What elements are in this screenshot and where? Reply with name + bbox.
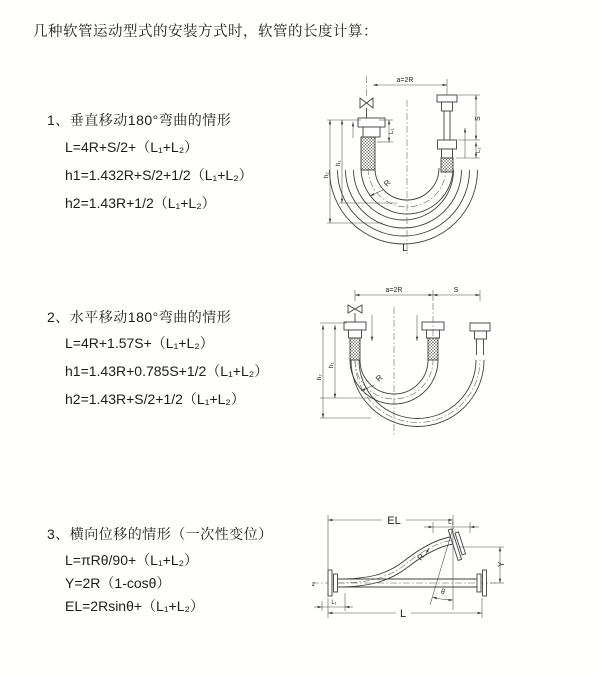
svg-text:S: S bbox=[453, 287, 459, 294]
dim-span-a2r bbox=[355, 287, 480, 301]
section3-formula-y: Y=2R（1-cosθ） bbox=[65, 575, 171, 591]
section1-formula-h1: h1=1.432R+S/2+1/2（L₁+L₂） bbox=[65, 167, 253, 183]
hose-u-arcs-moved bbox=[351, 360, 484, 427]
svg-text:EL: EL bbox=[387, 515, 401, 527]
radius-callout bbox=[361, 373, 385, 391]
svg-text:θ: θ bbox=[441, 589, 445, 596]
section2-formula-l: L=4R+1.57S+（L₁+L₂） bbox=[65, 335, 214, 351]
svg-text:h₁: h₁ bbox=[336, 160, 342, 166]
page-title: 几种软管运动型式的安装方式时，软管的长度计算： bbox=[33, 24, 378, 40]
left-flange bbox=[328, 570, 338, 596]
pipe2 bbox=[422, 322, 444, 360]
dim-s bbox=[458, 95, 482, 140]
dim-l2 bbox=[456, 142, 482, 158]
section1-formula-l: L=4R+S/2+（L₁+L₂） bbox=[65, 139, 199, 155]
svg-text:L₁: L₁ bbox=[331, 600, 337, 606]
svg-text:R: R bbox=[415, 552, 427, 563]
section2-formula-h2: h2=1.43R+S/2+1/2（L₁+L₂） bbox=[65, 391, 245, 407]
upper-flange bbox=[448, 527, 467, 560]
angle-construction bbox=[430, 528, 453, 610]
section3-heading: 3、横向位移的情形（一次性变位） bbox=[47, 526, 273, 542]
section3-formula-l: L=πRθ/90+（L₁+L₂） bbox=[65, 552, 199, 568]
diagram-lateral-displacement bbox=[308, 493, 600, 665]
dim-h2 bbox=[317, 325, 371, 418]
diagram-horizontal-180-bend bbox=[313, 285, 583, 450]
svg-text:Y: Y bbox=[497, 561, 506, 567]
dim-span-a2r bbox=[373, 77, 447, 95]
svg-text:L₂: L₂ bbox=[448, 520, 454, 526]
valve-icon bbox=[360, 76, 373, 118]
svg-text:R: R bbox=[382, 177, 393, 189]
hose-u-arcs bbox=[330, 168, 478, 244]
svg-text:L₁: L₁ bbox=[389, 128, 395, 134]
svg-text:h₂: h₂ bbox=[324, 172, 330, 178]
dim-l bbox=[328, 598, 482, 620]
break-mark: z bbox=[312, 582, 315, 588]
section2-formula-h1: h1=1.43R+0.785S+1/2（L₁+L₂） bbox=[65, 363, 269, 379]
svg-text:L₂: L₂ bbox=[476, 147, 482, 153]
section1-formula-h2: h2=1.43R+1/2（L₁+L₂） bbox=[65, 195, 216, 211]
svg-text:a=2R: a=2R bbox=[396, 77, 414, 84]
left-hose-braid bbox=[361, 137, 375, 170]
diagram-vertical-180-bend bbox=[313, 68, 523, 268]
svg-text:a=2R: a=2R bbox=[385, 287, 403, 294]
section1-heading: 1、垂直移动180°弯曲的情形 bbox=[47, 112, 232, 128]
hose-s-curve bbox=[337, 537, 453, 587]
svg-text:h₁: h₁ bbox=[329, 362, 335, 368]
dim-s bbox=[433, 287, 480, 295]
length-label: L bbox=[402, 243, 408, 254]
right-pipe bbox=[437, 95, 457, 172]
pipe3-moved bbox=[470, 323, 490, 355]
svg-text:S: S bbox=[475, 116, 482, 121]
pipe1 bbox=[344, 322, 366, 360]
svg-text:R: R bbox=[374, 372, 385, 384]
dim-h1 bbox=[320, 323, 375, 398]
dim-l1 bbox=[314, 593, 353, 611]
svg-text:L: L bbox=[399, 608, 407, 620]
svg-text:h₂: h₂ bbox=[317, 374, 323, 380]
section2-heading: 2、水平移动180°弯曲的情形 bbox=[47, 309, 232, 325]
valve-icon bbox=[348, 305, 362, 322]
section3-formula-el: EL=2Rsinθ+（L₁+L₂） bbox=[65, 598, 204, 614]
left-flange bbox=[358, 118, 385, 137]
